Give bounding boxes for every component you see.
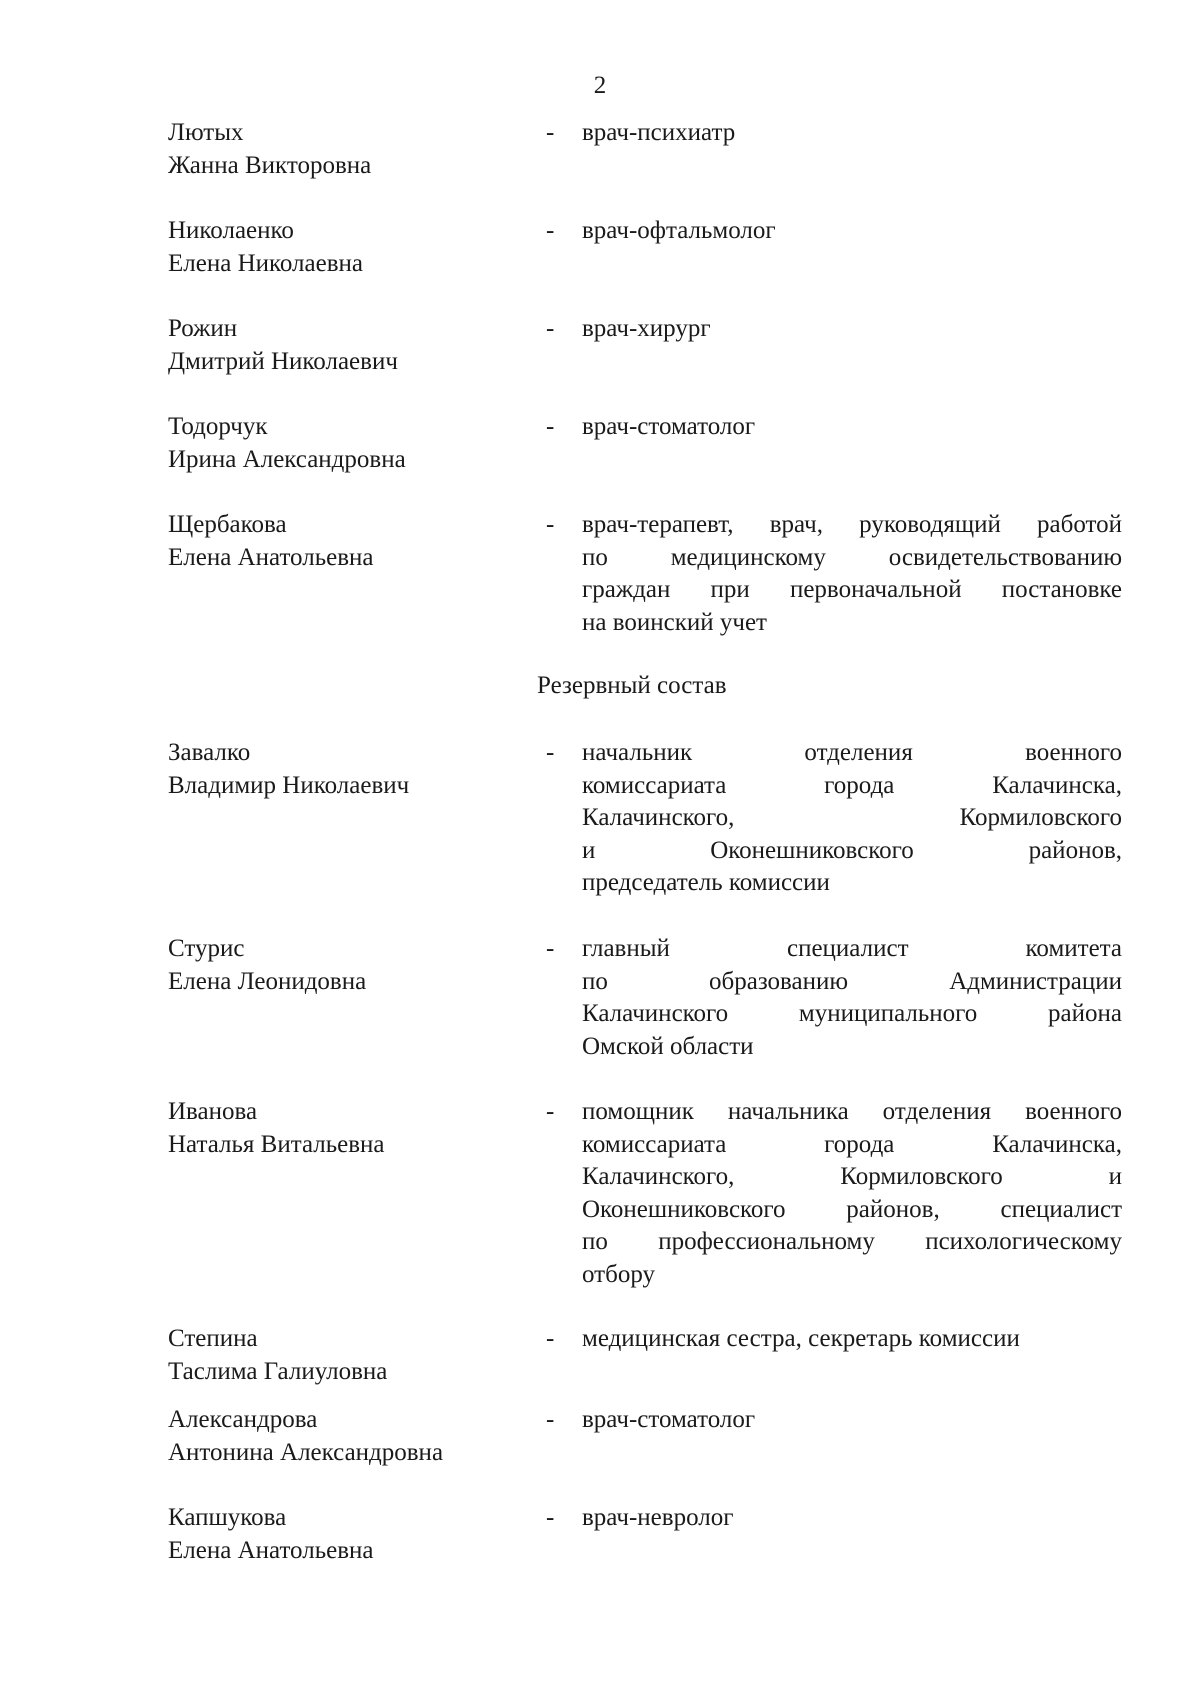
member-given-name: Елена Анатольевна xyxy=(168,543,374,571)
dash-separator: - xyxy=(546,217,555,244)
dash-separator: - xyxy=(546,413,555,440)
member-given-name: Таслима Галиуловна xyxy=(168,1357,388,1385)
dash-separator: - xyxy=(546,1406,555,1433)
member-name xyxy=(168,411,528,476)
role-line: на воинский учет xyxy=(582,608,767,636)
member-name xyxy=(168,1404,528,1469)
role-line: врач-терапевт, врач, руководящий работой xyxy=(582,511,1122,538)
member-name xyxy=(168,1502,528,1567)
dash-separator: - xyxy=(546,1325,555,1352)
member-surname: Рожин xyxy=(168,315,238,342)
role-line: граждан при первоначальной постановке xyxy=(582,576,1122,604)
member-role xyxy=(582,1502,1122,1535)
role-line: по медицинскому освидетельствованию xyxy=(582,543,1122,571)
role-line: Оконешниковского районов, специалист xyxy=(582,1195,1122,1223)
member-role xyxy=(582,509,1122,639)
role-line: Калачинского, Кормиловского и xyxy=(582,1163,1122,1191)
role-line: врач-невролог xyxy=(582,1504,734,1531)
member-given-name: Дмитрий Николаевич xyxy=(168,347,398,375)
member-surname: Стурис xyxy=(168,935,245,962)
member-given-name: Елена Анатольевна xyxy=(168,1536,374,1564)
dash-separator: - xyxy=(546,315,555,342)
role-line: по образованию Администрации xyxy=(582,967,1122,995)
role-line: врач-стоматолог xyxy=(582,413,756,440)
member-role xyxy=(582,1096,1122,1292)
member-role xyxy=(582,737,1122,900)
role-line: медицинская сестра, секретарь комиссии xyxy=(582,1325,1020,1352)
member-surname: Николаенко xyxy=(168,217,294,244)
member-surname: Александрова xyxy=(168,1406,318,1433)
member-name xyxy=(168,1323,528,1388)
member-name xyxy=(168,509,528,574)
member-surname: Тодорчук xyxy=(168,413,268,440)
role-line: Омской области xyxy=(582,1032,754,1060)
role-line: помощник начальника отделения военного xyxy=(582,1098,1122,1125)
member-role xyxy=(582,1323,1122,1356)
member-surname: Завалко xyxy=(168,739,251,766)
dash-separator: - xyxy=(546,1504,555,1531)
role-line: начальник отделения военного xyxy=(582,739,1122,766)
dash-separator: - xyxy=(546,935,555,962)
member-given-name: Елена Николаевна xyxy=(168,249,363,277)
member-given-name: Наталья Витальевна xyxy=(168,1130,385,1158)
reserve-section-heading: Резервный состав xyxy=(537,672,727,699)
member-name xyxy=(168,215,528,280)
role-line: комиссариата города Калачинска, xyxy=(582,771,1122,799)
member-given-name: Жанна Викторовна xyxy=(168,151,372,179)
dash-separator: - xyxy=(546,739,555,766)
member-surname: Лютых xyxy=(168,119,244,146)
member-name xyxy=(168,1096,528,1161)
member-given-name: Антонина Александровна xyxy=(168,1438,444,1466)
role-line: врач-хирург xyxy=(582,315,711,342)
role-line: Калачинского, Кормиловского xyxy=(582,804,1122,832)
member-name xyxy=(168,933,528,998)
member-surname: Щербакова xyxy=(168,511,287,538)
member-role xyxy=(582,1404,1122,1437)
role-line: врач-психиатр xyxy=(582,119,736,146)
member-role xyxy=(582,215,1122,248)
member-surname: Капшукова xyxy=(168,1504,287,1531)
dash-separator: - xyxy=(546,1098,555,1125)
role-line: отбору xyxy=(582,1260,655,1288)
member-given-name: Ирина Александровна xyxy=(168,445,406,473)
member-role xyxy=(582,117,1122,150)
member-name xyxy=(168,737,528,802)
role-line: главный специалист комитета xyxy=(582,935,1122,962)
member-name xyxy=(168,117,528,182)
dash-separator: - xyxy=(546,119,555,146)
page-number: 2 xyxy=(593,72,607,99)
role-line: врач-офтальмолог xyxy=(582,217,776,244)
member-role xyxy=(582,313,1122,346)
member-surname: Степина xyxy=(168,1325,258,1352)
dash-separator: - xyxy=(546,511,555,538)
role-line: председатель комиссии xyxy=(582,869,830,897)
member-surname: Иванова xyxy=(168,1098,258,1125)
role-line: комиссариата города Калачинска, xyxy=(582,1130,1122,1158)
member-role xyxy=(582,933,1122,1063)
role-line: врач-стоматолог xyxy=(582,1406,756,1433)
role-line: Калачинского муниципального района xyxy=(582,1000,1122,1028)
role-line: по профессиональному психологическому xyxy=(582,1228,1122,1256)
member-given-name: Владимир Николаевич xyxy=(168,771,410,799)
member-name xyxy=(168,313,528,378)
member-role xyxy=(582,411,1122,444)
member-given-name: Елена Леонидовна xyxy=(168,967,367,995)
role-line: и Оконешниковского районов, xyxy=(582,836,1122,864)
